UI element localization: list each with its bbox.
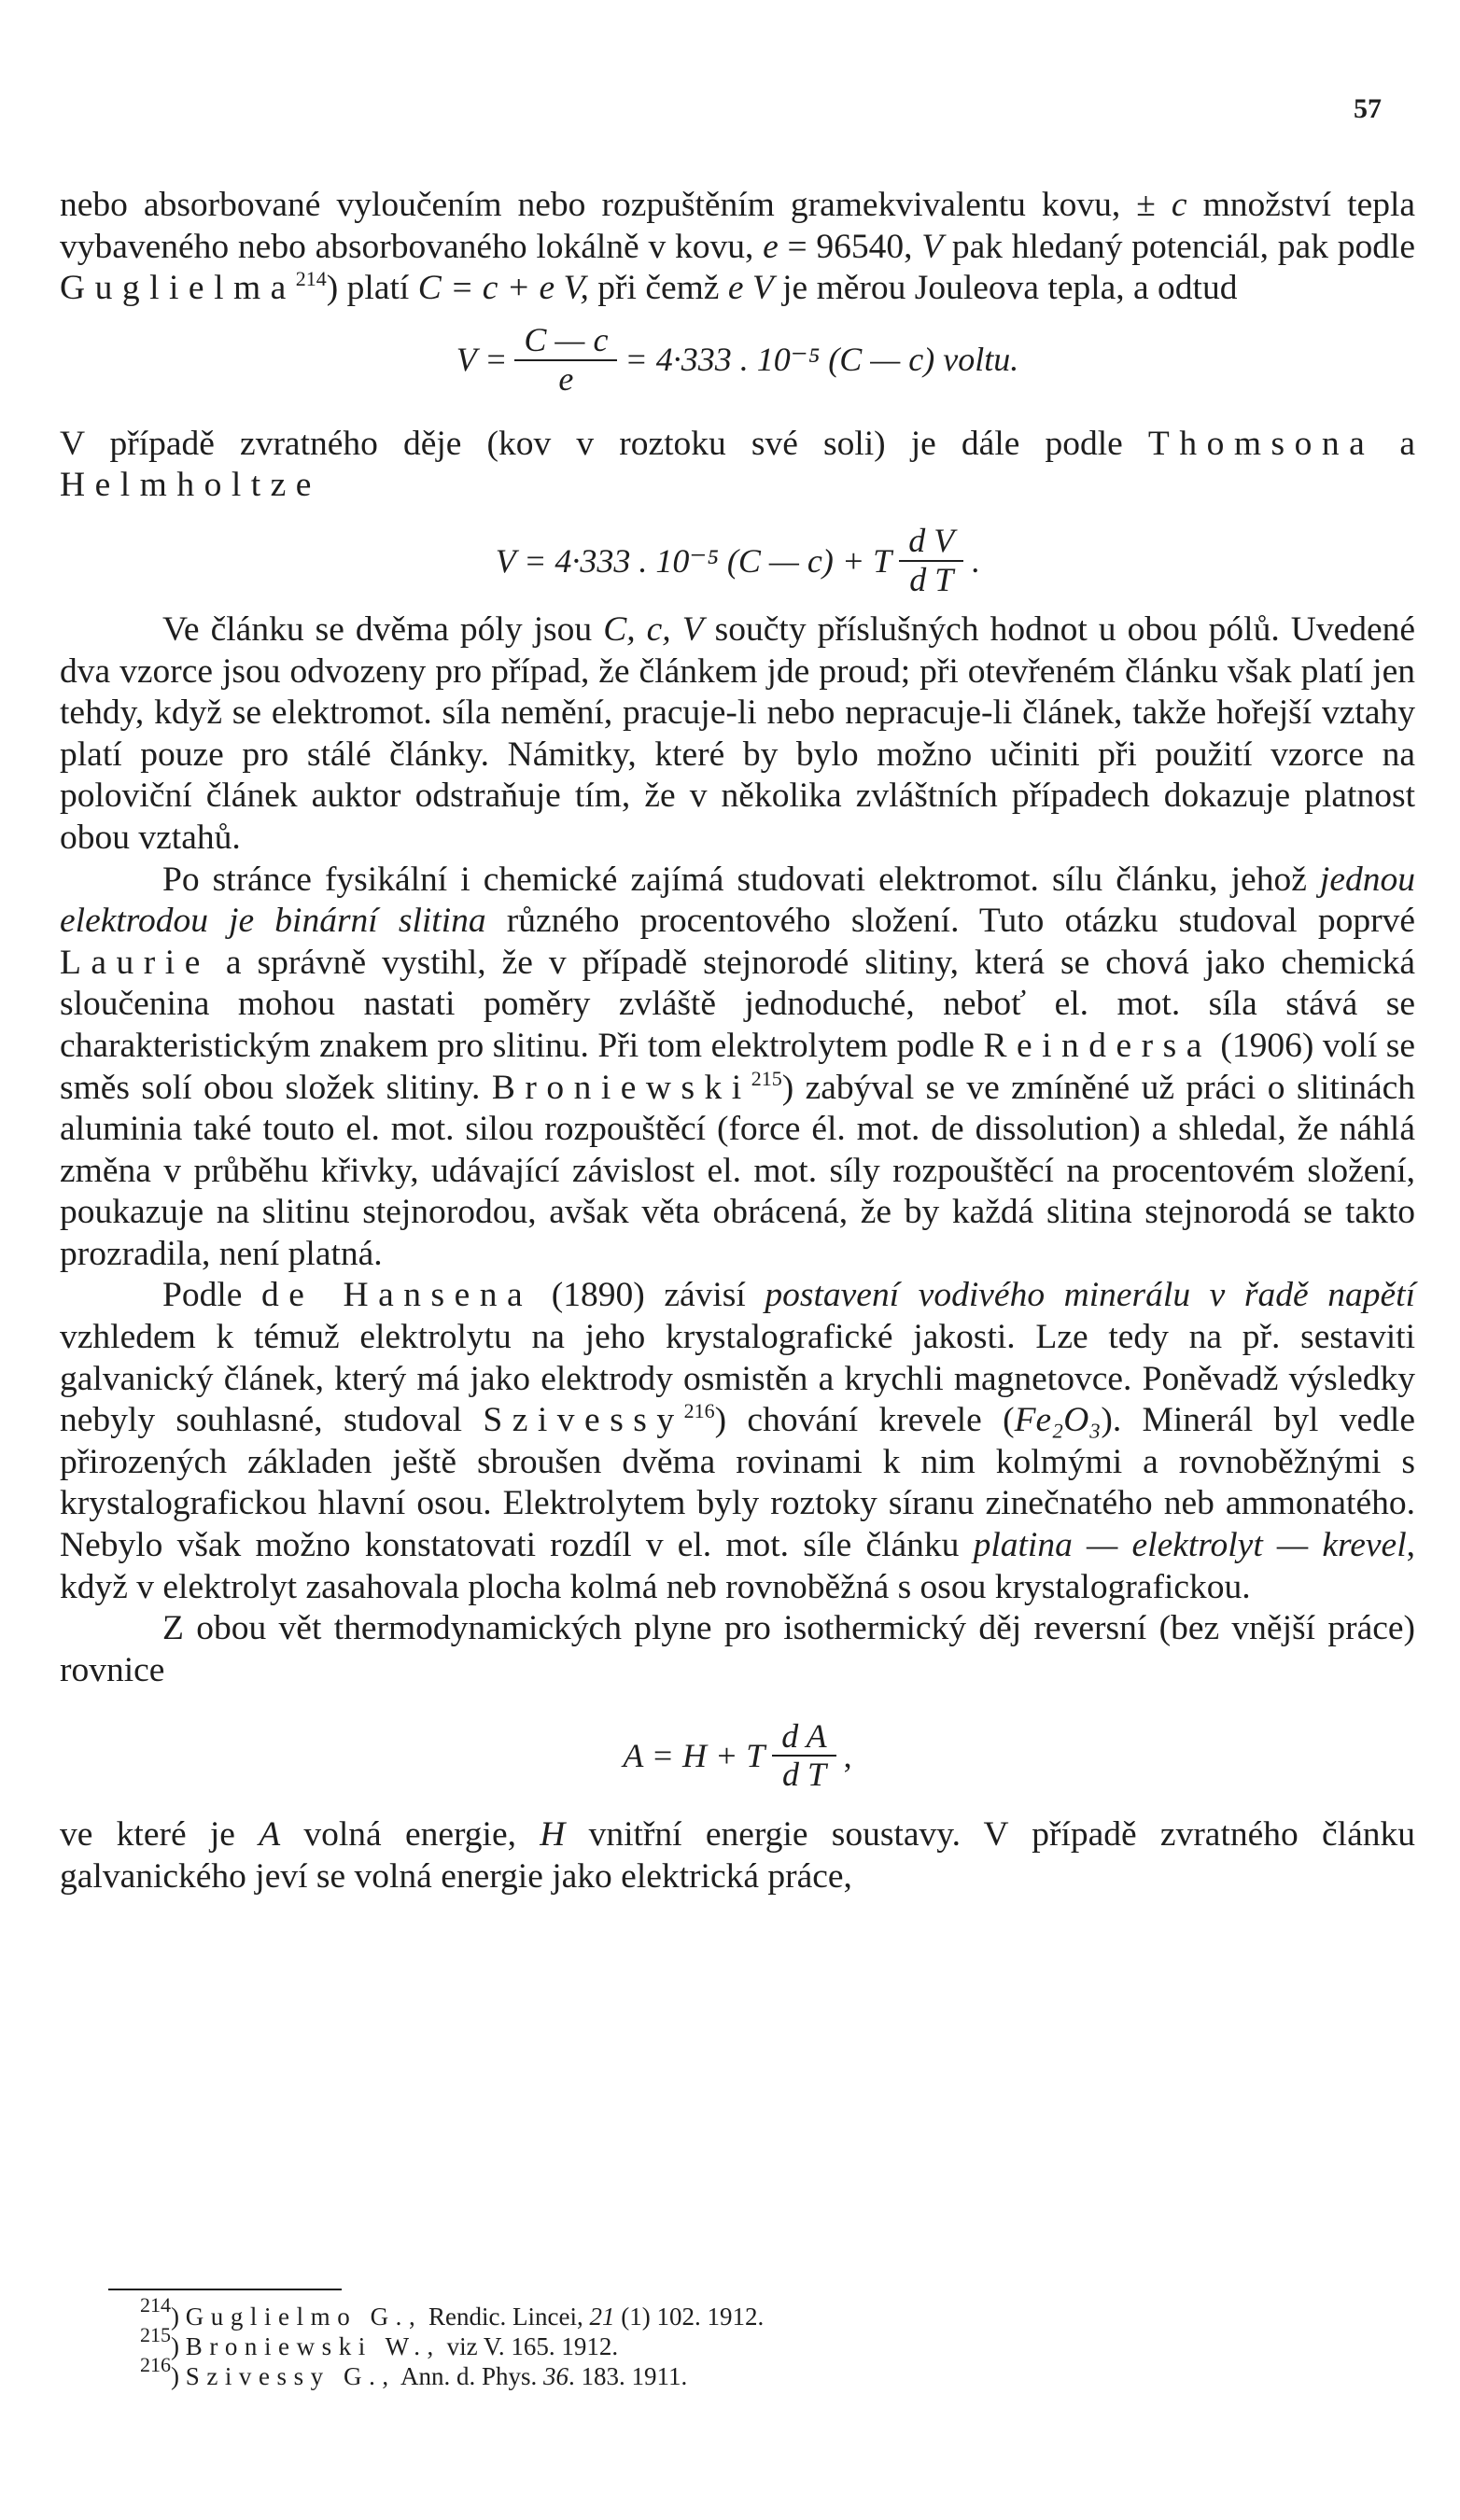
- footnote-ref-215: 215: [751, 1066, 782, 1090]
- footnote-divider: [108, 2289, 342, 2290]
- footnote-ref-216: 216: [683, 1399, 715, 1423]
- fraction: $\frac{\text{d V}}{\text{d T}}$: [899, 523, 963, 598]
- author-name-reinders: Reindersa: [983, 1026, 1212, 1065]
- author-name-thomson: Thomsona: [1147, 424, 1375, 463]
- page-number: 57: [1354, 93, 1382, 124]
- paragraph-6: Z obou vět thermodynamických plyne pro isothermický děj reversní (bez vnější práce) rovnice: [60, 1609, 1415, 1689]
- fraction: $\frac{\text{d A}}{\text{d T}}$: [772, 1718, 835, 1794]
- author-name-guglielmo: Guglielma: [60, 269, 296, 308]
- author-name-broniewski: Broniewski: [491, 1068, 751, 1107]
- paragraph-1: nebo absorbované vyloučením nebo rozpuštěním gramekvivalentu kovu, ± c množství tepla vybaveného nebo absorbovaného lokálně v kovu, e = 96540, V pak hledaný potenciál, pak podle Guglielma$^{214}$) platí C = c + e V, při čemž e V je měrou Jouleova tepla, a odtud: [60, 186, 1416, 308]
- author-name-laurie: Laurie: [60, 943, 210, 982]
- paragraph-5: Podle de Hansena (1890) závisí postavení vodivého minerálu v řadě napětí vzhledem k témuž elektrolytu na jeho krystalografické jakosti. Lze tedy na př. sestaviti galvanický článek, který má jako elektrody osmistěn a krychli magnetovce. Poněvadž výsledky nebyly souhlasné, studoval Szivessy$^{216}$) chování krevele (Fe₂O₃). Minerál byl vedle přirozených základen ještě sbroušen dvěma rovinami k nim kolmými a rovnoběžnými s krystalografickou hlavní osou. Elektrolytem byly roztoky síranu zinečnatého neb ammonatého. Nebylo však možno konstatovati rozdíl v el. mot. síle článku platina — elektrolyt — krevel, když v elektrolyt zasahovala plocha kolmá neb rovnoběžná s osou krystalografickou.: [60, 1276, 1415, 1606]
- author-name-helmholtz: Helmholtze: [60, 466, 321, 505]
- article-body: [60, 185, 1415, 1898]
- emphasis-mineral-position: postavení vodivého minerálu v řadě napětí: [765, 1276, 1415, 1315]
- footnote-ref-214: 214: [295, 267, 327, 291]
- footnote-216: $^{216}$) Szivessy G., Ann. d. Phys. 36. 183. 1911.: [140, 2353, 688, 2390]
- emphasis-cell: platina — elektrolyt — krevel: [973, 1526, 1407, 1565]
- paragraph-4: Po stránce fysikální i chemické zajímá studovati elektromot. sílu článku, jehož jednou elektrodou je binární slitina různého procentového složení. Tuto otázku studoval poprvé Laurie a správně vystihl, že v případě stejnorodé slitiny, která se chová jako chemická sloučenina mohou nastati poměry zvláště jednoduché, neboť el. mot. síla stává se charakteristickým znakem pro slitinu. Při tom elektrolytem podle Reindersa (1906) volí se směs solí obou složek slitiny. Broniewski$^{215}$) zabýval se ve zmíněné už práci o slitinách aluminia také touto el. mot. silou rozpouštěcí (force él. mot. de dissolution) a shledal, že náhlá změna v průběhu křivky, udávající závislost el. mot. síly rozpouštěcí na procentovém složení, poukazuje na slitinu stejnorodou, avšak věta obrácená, že by každá slitina stejnorodá se takto prozradila, není platná.: [60, 860, 1415, 1273]
- footnote-214: $^{214}$) Guglielmo G., Rendic. Lincei, 21 (1) 102. 1912.: [140, 2293, 765, 2331]
- paragraph-3: Ve článku se dvěma póly jsou C, c, V součty příslušných hodnot u obou pólů. Uvedené dva vzorce jsou odvozeny pro případ, že článkem jde proud; při otevřeném článku však platí jen tehdy, když se elektromot. síla nemění, pracuje-li nebo nepracuje-li článek, takže hořejší vztahy platí pouze pro stálé články. Námitky, které by bylo možno učiniti při použití vzorce na poloviční článek auktor odstraňuje tím, že v několika zvláštních případech dokazuje platnost obou vztahů.: [60, 609, 1415, 857]
- author-name-de-hansen: de Hansena: [261, 1276, 533, 1315]
- formula-fe2o3: Fe₂O₃: [1014, 1401, 1102, 1440]
- author-name-szivessy: Szivessy: [483, 1401, 684, 1440]
- footnote-215: $^{215}$) Broniewski W., viz V. 165. 1912.: [140, 2323, 619, 2360]
- equation-1: V = $\frac{C — c}{e}$ = 4·333 . 10⁻⁵ (C — c) voltu.: [456, 321, 1019, 398]
- equation-3: A = H + T $\frac{\text{d A}}{\text{d T}}$ ,: [623, 1716, 852, 1794]
- paragraph-7: ve které je A volná energie, H vnitřní energie soustavy. V případě zvratného článku galvanického jeví se volná energie jako elektrická práce,: [60, 1815, 1415, 1896]
- fraction: $\frac{C — c}{e}$: [514, 322, 617, 398]
- equation-2: V = 4·333 . 10⁻⁵ (C — c) + T $\frac{\text{d V}}{\text{d T}}$ .: [495, 522, 980, 598]
- footnotes: [140, 2293, 765, 2391]
- paragraph-2: V případě zvratného děje (kov v roztoku své soli) je dále podle Thomsona a Helmholtze: [60, 424, 1415, 505]
- emphasis-binary-alloy: jednou elektrodou je binární slitina: [60, 860, 1415, 941]
- formula-c-ev: C = c + e V,: [417, 269, 589, 308]
